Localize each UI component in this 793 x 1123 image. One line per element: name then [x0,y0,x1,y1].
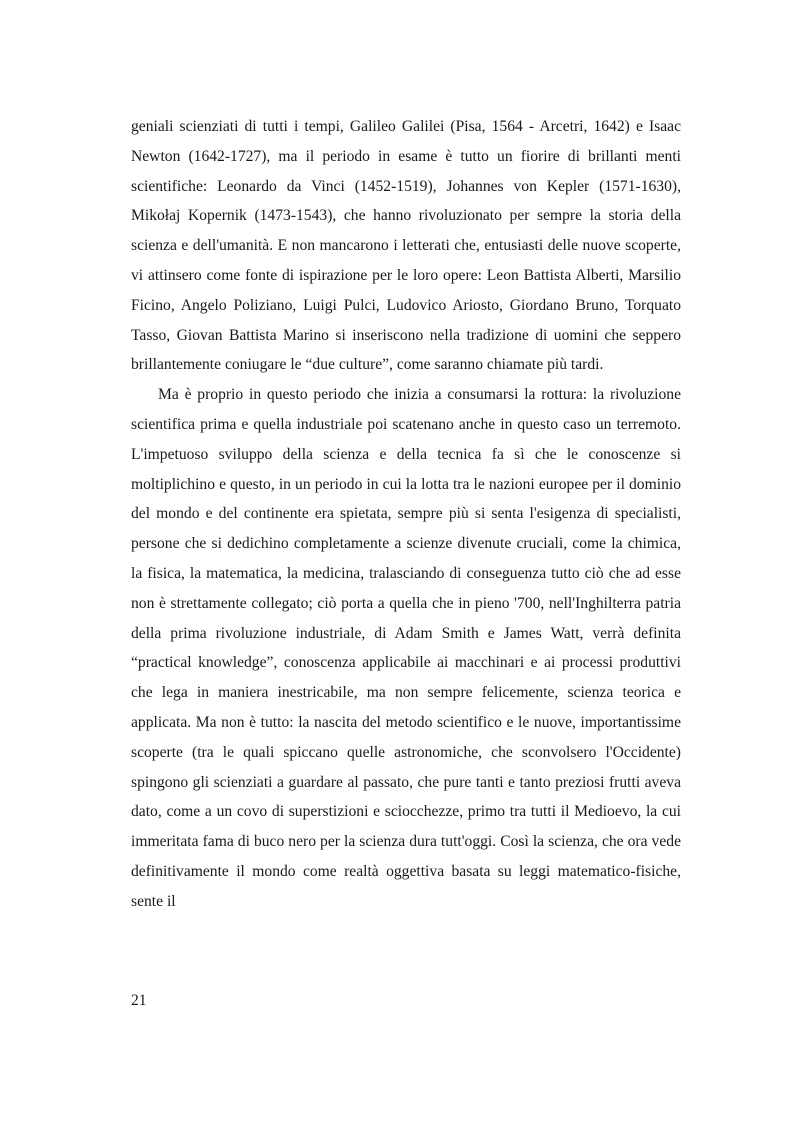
body-text [131,112,681,917]
paragraph-2: Ma è proprio in questo periodo che inizia a consumarsi la rottura: la rivoluzione scientifica prima e quella industriale poi scatenano anche in questo caso un terremoto. L'impetuoso sviluppo della scienza e della tecnica fa sì che le conoscenze si moltiplichino e questo, in un periodo in cui la lotta tra le nazioni europee per il dominio del mondo e del continente era spietata, sempre più si senta l'esigenza di specialisti, persone che si dedichino completamente a scienze divenute cruciali, come la chimica, la fisica, la matematica, la medicina, tralasciando di conseguenza tutto ciò che ad esse non è strettamente collegato; ciò porta a quella che in pieno '700, nell'Inghilterra patria della prima rivoluzione industriale, di Adam Smith e James Watt, verrà definita “practical knowledge”, conoscenza applicabile ai macchinari e ai processi produttivi che lega in maniera inestricabile, ma non sempre felicemente, scienza teorica e applicata. Ma non è tutto: la nascita del metodo scientifico e le nuove, importantissime scoperte (tra le quali spiccano quelle astronomiche, che sconvolsero l'Occidente) spingono gli scienziati a guardare al passato, che pure tanti e tanto preziosi frutti aveva dato, come a un covo di superstizioni e sciocchezze, primo tra tutti il Medioevo, la cui immeritata fama di buco nero per la scienza dura tutt'oggi. Così la scienza, che ora vede definitivamente il mondo come realtà oggettiva basata su leggi matematico-fisiche, sente il [131,386,681,910]
paragraph-1: geniali scienziati di tutti i tempi, Galileo Galilei (Pisa, 1564 - Arcetri, 1642) e Isaac Newton (1642-1727), ma il periodo in esame è tutto un fiorire di brillanti menti scientifiche: Leonardo da Vinci (1452-1519), Johannes von Kepler (1571-1630), Mikołaj Kopernik (1473-1543), che hanno rivoluzionato per sempre la storia della scienza e dell'umanità. E non mancarono i letterati che, entusiasti delle nuove scoperte, vi attinsero come fonte di ispirazione per le loro opere: Leon Battista Alberti, Marsilio Ficino, Angelo Poliziano, Luigi Pulci, Ludovico Ariosto, Giordano Bruno, Torquato Tasso, Giovan Battista Marino si inseriscono nella tradizione di uomini che seppero brillantemente coniugare le “due culture”, come saranno chiamate più tardi. [131,118,681,374]
page-number: 21 [131,992,147,1009]
